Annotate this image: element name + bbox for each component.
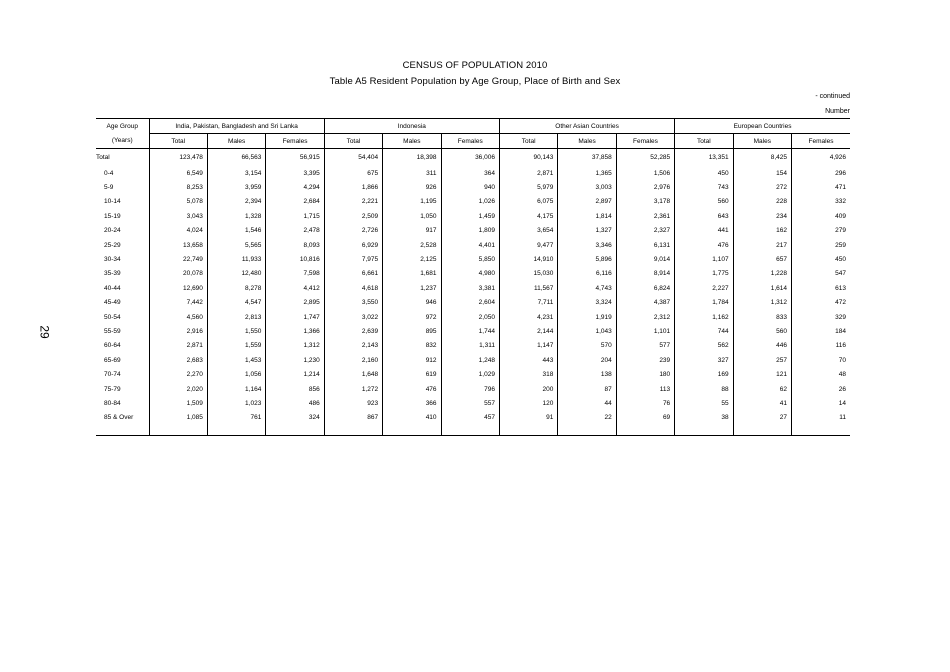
value-cell: 562	[675, 339, 733, 353]
census-table	[96, 118, 850, 436]
value-cell: 364	[441, 166, 499, 180]
value-cell: 116	[791, 339, 850, 353]
value-cell: 4,547	[207, 296, 265, 310]
age-group-cell: 45-49	[104, 299, 121, 307]
value-cell: 259	[791, 238, 850, 252]
table-row	[96, 367, 850, 381]
value-cell: 1,809	[441, 224, 499, 238]
value-cell: 2,683	[149, 353, 207, 367]
value-cell: 4,401	[441, 238, 499, 252]
sub-header-total: Total	[499, 134, 557, 149]
value-cell: 27	[733, 411, 791, 425]
value-cell: 1,328	[207, 209, 265, 223]
value-cell: 6,131	[616, 238, 674, 252]
value-cell: 4,926	[791, 149, 850, 167]
value-cell: 3,043	[149, 209, 207, 223]
value-cell: 3,154	[207, 166, 265, 180]
value-cell: 120	[499, 396, 557, 410]
value-cell: 2,726	[324, 224, 382, 238]
value-cell: 1,195	[383, 195, 441, 209]
value-cell: 318	[499, 367, 557, 381]
value-cell: 1,919	[558, 310, 616, 324]
value-cell: 1,043	[558, 324, 616, 338]
value-cell: 2,509	[324, 209, 382, 223]
value-cell: 311	[383, 166, 441, 180]
value-cell: 1,365	[558, 166, 616, 180]
value-cell: 52,285	[616, 149, 674, 167]
value-cell: 1,775	[675, 267, 733, 281]
value-cell: 1,311	[441, 339, 499, 353]
value-cell: 472	[791, 296, 850, 310]
value-cell: 7,975	[324, 252, 382, 266]
value-cell: 3,550	[324, 296, 382, 310]
table-row	[96, 209, 850, 223]
value-cell: 180	[616, 367, 674, 381]
table-row	[96, 195, 850, 209]
value-cell: 4,980	[441, 267, 499, 281]
value-cell: 4,743	[558, 281, 616, 295]
value-cell: 1,550	[207, 324, 265, 338]
value-cell: 471	[791, 180, 850, 194]
value-cell: 11	[791, 411, 850, 425]
value-cell: 121	[733, 367, 791, 381]
value-cell: 91	[499, 411, 557, 425]
value-cell: 184	[791, 324, 850, 338]
age-group-cell: 50-54	[104, 313, 121, 321]
value-cell: 926	[383, 180, 441, 194]
value-cell: 70	[791, 353, 850, 367]
value-cell: 3,395	[266, 166, 324, 180]
table-row	[96, 382, 850, 396]
age-group-cell: 65-69	[104, 356, 121, 364]
value-cell: 1,506	[616, 166, 674, 180]
value-cell: 324	[266, 411, 324, 425]
table-row	[96, 238, 850, 252]
sub-header-total: Total	[675, 134, 733, 149]
value-cell: 441	[675, 224, 733, 238]
value-cell: 329	[791, 310, 850, 324]
value-cell: 90,143	[499, 149, 557, 167]
sub-header-females: Females	[791, 134, 850, 149]
value-cell: 1,327	[558, 224, 616, 238]
value-cell: 22	[558, 411, 616, 425]
value-cell: 3,022	[324, 310, 382, 324]
value-cell: 8,278	[207, 281, 265, 295]
value-cell: 327	[675, 353, 733, 367]
value-cell: 557	[441, 396, 499, 410]
continued-note: - continued	[815, 93, 850, 100]
sub-header-males: Males	[383, 134, 441, 149]
value-cell: 2,604	[441, 296, 499, 310]
value-cell: 1,747	[266, 310, 324, 324]
value-cell: 2,528	[383, 238, 441, 252]
value-cell: 917	[383, 224, 441, 238]
value-cell: 4,294	[266, 180, 324, 194]
table-row	[96, 252, 850, 266]
value-cell: 3,381	[441, 281, 499, 295]
value-cell: 4,175	[499, 209, 557, 223]
value-cell: 26	[791, 382, 850, 396]
value-cell: 257	[733, 353, 791, 367]
value-cell: 2,478	[266, 224, 324, 238]
value-cell: 2,871	[499, 166, 557, 180]
age-group-cell: 85 & Over	[104, 414, 134, 422]
value-cell: 2,916	[149, 324, 207, 338]
value-cell: 36,006	[441, 149, 499, 167]
value-cell: 3,654	[499, 224, 557, 238]
table-row	[96, 267, 850, 281]
value-cell: 643	[675, 209, 733, 223]
value-cell: 12,690	[149, 281, 207, 295]
value-cell: 44	[558, 396, 616, 410]
value-cell: 1,715	[266, 209, 324, 223]
value-cell: 6,661	[324, 267, 382, 281]
value-cell: 410	[383, 411, 441, 425]
value-cell: 162	[733, 224, 791, 238]
value-cell: 940	[441, 180, 499, 194]
value-cell: 1,147	[499, 339, 557, 353]
age-group-cell: 25-29	[104, 241, 121, 249]
value-cell: 169	[675, 367, 733, 381]
sub-header-females: Females	[616, 134, 674, 149]
value-cell: 62	[733, 382, 791, 396]
table-row	[96, 324, 850, 338]
value-cell: 1,023	[207, 396, 265, 410]
value-cell: 547	[791, 267, 850, 281]
value-cell: 1,559	[207, 339, 265, 353]
value-cell: 796	[441, 382, 499, 396]
value-cell: 9,014	[616, 252, 674, 266]
value-cell: 1,744	[441, 324, 499, 338]
value-cell: 5,078	[149, 195, 207, 209]
value-cell: 7,442	[149, 296, 207, 310]
value-cell: 279	[791, 224, 850, 238]
value-cell: 1,162	[675, 310, 733, 324]
value-cell: 6,549	[149, 166, 207, 180]
table-subtitle: Table A5 Resident Population by Age Group, Place of Birth and Sex	[329, 76, 621, 87]
sub-header-males: Males	[207, 134, 265, 149]
value-cell: 87	[558, 382, 616, 396]
value-cell: 14	[791, 396, 850, 410]
value-cell: 2,684	[266, 195, 324, 209]
value-cell: 4,560	[149, 310, 207, 324]
value-cell: 1,546	[207, 224, 265, 238]
page-number: 29	[37, 325, 52, 339]
value-cell: 332	[791, 195, 850, 209]
value-cell: 41	[733, 396, 791, 410]
value-cell: 1,648	[324, 367, 382, 381]
table-row	[96, 224, 850, 238]
value-cell: 9,477	[499, 238, 557, 252]
value-cell: 13,658	[149, 238, 207, 252]
value-cell: 12,480	[207, 267, 265, 281]
value-cell: 76	[616, 396, 674, 410]
value-cell: 409	[791, 209, 850, 223]
value-cell: 912	[383, 353, 441, 367]
age-group-cell: 5-9	[104, 184, 114, 192]
value-cell: 5,850	[441, 252, 499, 266]
value-cell: 22,749	[149, 252, 207, 266]
value-cell: 1,107	[675, 252, 733, 266]
value-cell: 1,614	[733, 281, 791, 295]
value-cell: 10,816	[266, 252, 324, 266]
table-row	[96, 396, 850, 410]
value-cell: 6,824	[616, 281, 674, 295]
value-cell: 1,237	[383, 281, 441, 295]
value-cell: 234	[733, 209, 791, 223]
sub-header-total: Total	[324, 134, 382, 149]
group-header-india: India, Pakistan, Bangladesh and Sri Lanka	[149, 119, 324, 134]
value-cell: 1,056	[207, 367, 265, 381]
value-cell: 3,324	[558, 296, 616, 310]
value-cell: 1,453	[207, 353, 265, 367]
table-row-total	[96, 149, 850, 167]
age-group-cell: Total	[96, 154, 110, 161]
sub-header-females: Females	[266, 134, 324, 149]
value-cell: 69	[616, 411, 674, 425]
value-cell: 14,910	[499, 252, 557, 266]
value-cell: 833	[733, 310, 791, 324]
value-cell: 5,896	[558, 252, 616, 266]
value-cell: 2,871	[149, 339, 207, 353]
age-group-cell: 15-19	[104, 212, 121, 220]
value-cell: 1,312	[266, 339, 324, 353]
value-cell: 675	[324, 166, 382, 180]
value-cell: 744	[675, 324, 733, 338]
age-group-cell: 60-64	[104, 342, 121, 350]
table-row	[96, 166, 850, 180]
table-body	[96, 149, 850, 436]
value-cell: 450	[675, 166, 733, 180]
value-cell: 5,565	[207, 238, 265, 252]
value-cell: 11,933	[207, 252, 265, 266]
table-row	[96, 411, 850, 425]
page-title: CENSUS OF POPULATION 2010	[402, 60, 548, 71]
value-cell: 867	[324, 411, 382, 425]
value-cell: 1,784	[675, 296, 733, 310]
value-cell: 2,050	[441, 310, 499, 324]
value-cell: 15,030	[499, 267, 557, 281]
table-row	[96, 296, 850, 310]
value-cell: 3,959	[207, 180, 265, 194]
value-cell: 200	[499, 382, 557, 396]
age-group-cell: 70-74	[104, 371, 121, 379]
value-cell: 296	[791, 166, 850, 180]
value-cell: 560	[675, 195, 733, 209]
value-cell: 11,567	[499, 281, 557, 295]
value-cell: 48	[791, 367, 850, 381]
value-cell: 123,478	[149, 149, 207, 167]
value-cell: 1,459	[441, 209, 499, 223]
value-cell: 7,598	[266, 267, 324, 281]
value-cell: 743	[675, 180, 733, 194]
value-cell: 2,895	[266, 296, 324, 310]
value-cell: 8,425	[733, 149, 791, 167]
value-cell: 1,866	[324, 180, 382, 194]
unit-label: Number	[825, 108, 850, 115]
age-group-cell: 80-84	[104, 399, 121, 407]
value-cell: 1,214	[266, 367, 324, 381]
value-cell: 443	[499, 353, 557, 367]
value-cell: 1,050	[383, 209, 441, 223]
value-cell: 761	[207, 411, 265, 425]
value-cell: 2,327	[616, 224, 674, 238]
table-row	[96, 310, 850, 324]
value-cell: 2,144	[499, 324, 557, 338]
value-cell: 2,221	[324, 195, 382, 209]
value-cell: 8,253	[149, 180, 207, 194]
value-cell: 88	[675, 382, 733, 396]
value-cell: 1,164	[207, 382, 265, 396]
value-cell: 18,398	[383, 149, 441, 167]
value-cell: 1,248	[441, 353, 499, 367]
value-cell: 1,228	[733, 267, 791, 281]
value-cell: 1,814	[558, 209, 616, 223]
value-cell: 6,116	[558, 267, 616, 281]
age-years-header: (Years)	[96, 134, 149, 149]
value-cell: 2,639	[324, 324, 382, 338]
value-cell: 3,178	[616, 195, 674, 209]
value-cell: 570	[558, 339, 616, 353]
value-cell: 577	[616, 339, 674, 353]
value-cell: 1,509	[149, 396, 207, 410]
value-cell: 3,003	[558, 180, 616, 194]
value-cell: 4,387	[616, 296, 674, 310]
value-cell: 54,404	[324, 149, 382, 167]
table-row	[96, 353, 850, 367]
value-cell: 113	[616, 382, 674, 396]
sub-header-males: Males	[558, 134, 616, 149]
value-cell: 1,230	[266, 353, 324, 367]
value-cell: 1,366	[266, 324, 324, 338]
value-cell: 1,312	[733, 296, 791, 310]
value-cell: 619	[383, 367, 441, 381]
age-group-cell: 20-24	[104, 227, 121, 235]
value-cell: 560	[733, 324, 791, 338]
table-row	[96, 180, 850, 194]
value-cell: 2,394	[207, 195, 265, 209]
value-cell: 37,858	[558, 149, 616, 167]
value-cell: 366	[383, 396, 441, 410]
group-header-european: European Countries	[675, 119, 850, 134]
value-cell: 138	[558, 367, 616, 381]
value-cell: 2,160	[324, 353, 382, 367]
value-cell: 2,813	[207, 310, 265, 324]
value-cell: 2,270	[149, 367, 207, 381]
table-row	[96, 339, 850, 353]
value-cell: 4,618	[324, 281, 382, 295]
table-row	[96, 281, 850, 295]
sub-header-males: Males	[733, 134, 791, 149]
value-cell: 5,979	[499, 180, 557, 194]
value-cell: 56,915	[266, 149, 324, 167]
value-cell: 6,075	[499, 195, 557, 209]
age-group-cell: 0-4	[104, 169, 114, 177]
value-cell: 946	[383, 296, 441, 310]
age-group-cell: 30-34	[104, 256, 121, 264]
value-cell: 2,143	[324, 339, 382, 353]
value-cell: 38	[675, 411, 733, 425]
value-cell: 204	[558, 353, 616, 367]
value-cell: 8,093	[266, 238, 324, 252]
value-cell: 1,026	[441, 195, 499, 209]
value-cell: 7,711	[499, 296, 557, 310]
value-cell: 4,231	[499, 310, 557, 324]
value-cell: 154	[733, 166, 791, 180]
age-group-cell: 10-14	[104, 198, 121, 206]
value-cell: 3,346	[558, 238, 616, 252]
sub-header-total: Total	[149, 134, 207, 149]
value-cell: 13,351	[675, 149, 733, 167]
value-cell: 856	[266, 382, 324, 396]
value-cell: 4,412	[266, 281, 324, 295]
value-cell: 228	[733, 195, 791, 209]
value-cell: 476	[383, 382, 441, 396]
value-cell: 1,029	[441, 367, 499, 381]
value-cell: 450	[791, 252, 850, 266]
table-padding-row	[96, 425, 850, 436]
value-cell: 20,078	[149, 267, 207, 281]
value-cell: 2,020	[149, 382, 207, 396]
value-cell: 2,227	[675, 281, 733, 295]
value-cell: 613	[791, 281, 850, 295]
value-cell: 6,929	[324, 238, 382, 252]
value-cell: 8,914	[616, 267, 674, 281]
group-header-other-asian: Other Asian Countries	[499, 119, 674, 134]
value-cell: 2,312	[616, 310, 674, 324]
sub-header-females: Females	[441, 134, 499, 149]
value-cell: 895	[383, 324, 441, 338]
table-bottom-rule	[96, 436, 850, 437]
value-cell: 1,101	[616, 324, 674, 338]
value-cell: 2,976	[616, 180, 674, 194]
value-cell: 2,125	[383, 252, 441, 266]
value-cell: 457	[441, 411, 499, 425]
value-cell: 217	[733, 238, 791, 252]
value-cell: 923	[324, 396, 382, 410]
group-header-indonesia: Indonesia	[324, 119, 499, 134]
age-group-cell: 40-44	[104, 284, 121, 292]
age-group-cell: 55-59	[104, 327, 121, 335]
value-cell: 476	[675, 238, 733, 252]
value-cell: 1,272	[324, 382, 382, 396]
value-cell: 486	[266, 396, 324, 410]
value-cell: 55	[675, 396, 733, 410]
value-cell: 446	[733, 339, 791, 353]
value-cell: 2,361	[616, 209, 674, 223]
value-cell: 972	[383, 310, 441, 324]
value-cell: 1,085	[149, 411, 207, 425]
value-cell: 66,563	[207, 149, 265, 167]
value-cell: 272	[733, 180, 791, 194]
age-group-header: Age Group	[96, 119, 149, 134]
value-cell: 657	[733, 252, 791, 266]
value-cell: 4,024	[149, 224, 207, 238]
value-cell: 239	[616, 353, 674, 367]
age-group-cell: 75-79	[104, 385, 121, 393]
value-cell: 2,897	[558, 195, 616, 209]
value-cell: 1,681	[383, 267, 441, 281]
value-cell: 832	[383, 339, 441, 353]
age-group-cell: 35-39	[104, 270, 121, 278]
